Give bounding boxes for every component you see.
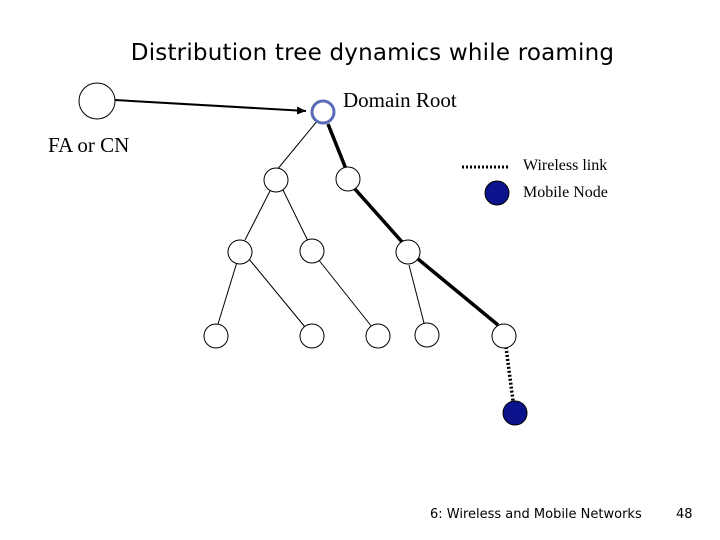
tree-node <box>300 239 324 263</box>
edge-n2-n5 <box>354 188 403 243</box>
tree-node <box>300 324 324 348</box>
legend-mobile-swatch <box>485 181 509 205</box>
edge-n1-n4 <box>282 188 308 241</box>
legend <box>462 167 509 205</box>
edge-n5-n10 <box>418 259 498 325</box>
domain-root-node <box>312 101 334 123</box>
tree-node <box>336 167 360 191</box>
legend-mobile-label: Mobile Node <box>523 184 608 201</box>
tree-node <box>264 168 288 192</box>
fa-cn-node <box>79 83 115 119</box>
edge-n3-n6 <box>218 262 237 324</box>
page-number: 48 <box>676 507 693 522</box>
fa-to-root-arrow <box>115 100 306 111</box>
footer-title: 6: Wireless and Mobile Networks <box>430 507 642 522</box>
tree-node <box>228 240 252 264</box>
tree-node <box>396 240 420 264</box>
legend-wireless-label: Wireless link <box>523 157 608 174</box>
domain-root-label: Domain Root <box>343 88 457 112</box>
tree-nodes <box>79 83 527 425</box>
wireless-link-edge <box>506 347 513 401</box>
tree-node <box>415 323 439 347</box>
edge-n3-n7 <box>249 259 305 327</box>
tree-node <box>366 324 390 348</box>
mobile-node <box>503 401 527 425</box>
edge-n4-n8 <box>318 259 372 327</box>
edge-n5-n9 <box>409 265 424 323</box>
edge-n1-n3 <box>245 189 271 240</box>
tree-node <box>204 324 228 348</box>
access-point-node <box>492 324 516 348</box>
edge-root-n1 <box>276 120 318 171</box>
slide-title: Distribution tree dynamics while roaming <box>130 40 615 66</box>
fa-cn-label: FA or CN <box>48 133 130 157</box>
edge-root-n2 <box>328 124 346 169</box>
